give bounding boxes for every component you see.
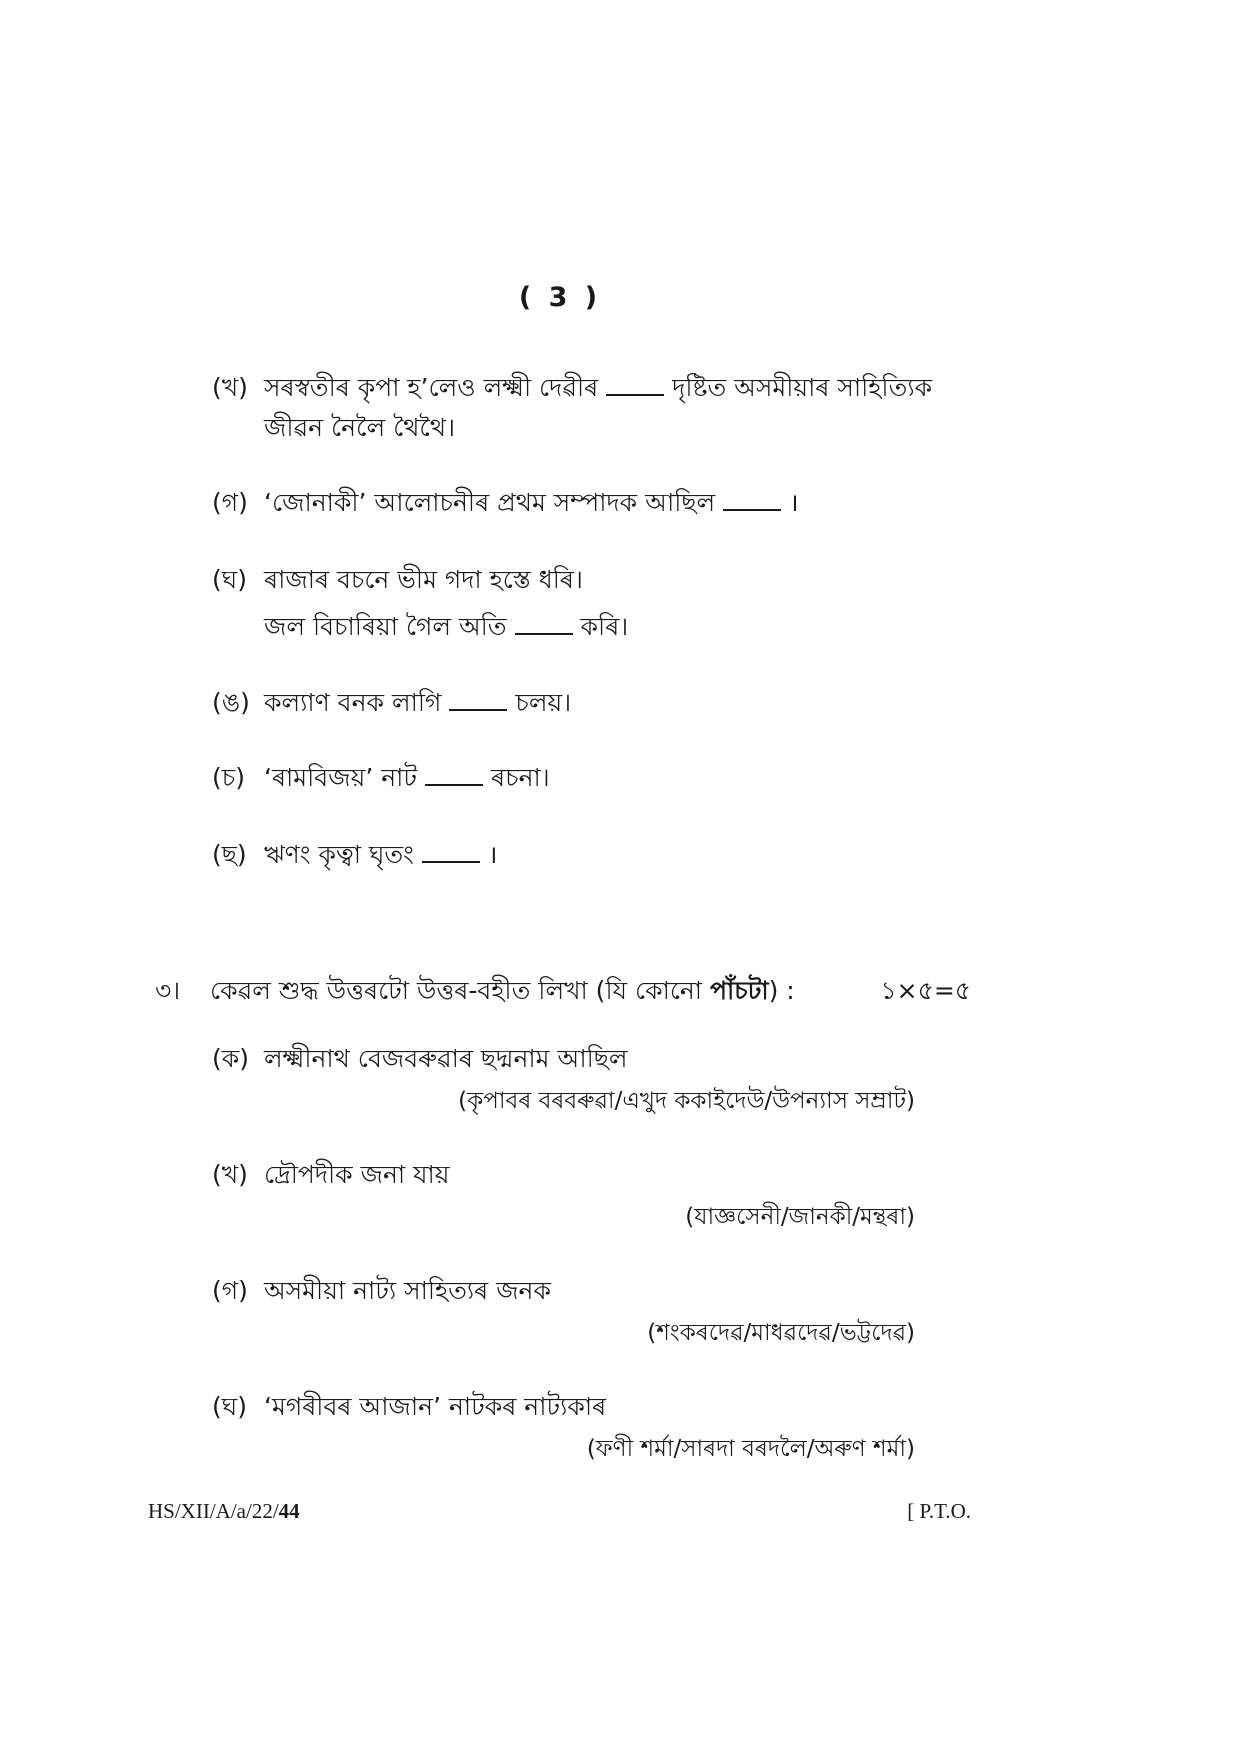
blank-line <box>606 374 664 396</box>
item-label: (ছ) <box>212 840 247 869</box>
item-text: ‘জোনাকী’ আলোচনীৰ প্ৰথম সম্পাদক আছিল । <box>264 488 799 517</box>
page-number: ( 3 ) <box>518 282 602 313</box>
pto-label: [ P.T.O. <box>907 1499 971 1523</box>
item-text: লক্ষ্মীনাথ বেজবৰুৱাৰ ছদ্মনাম আছিল <box>264 1044 628 1073</box>
item-text: ঋণং কৃত্বা ঘৃতং । <box>264 840 498 869</box>
item-label: (ঙ) <box>212 688 250 717</box>
item-text-continuation: জল বিচাৰিয়া গৈল অতি কৰি। <box>264 612 629 641</box>
item-text-continuation: জীৱন নৈলৈ থৈথৈ। <box>264 413 456 442</box>
paper-code: HS/XII/A/a/22/44 <box>148 1499 300 1523</box>
answer-options: (কৃপাবৰ বৰবৰুৱা/এখুদ ককাইদেউ/উপন্যাস সম্ৰাট) <box>458 1088 915 1114</box>
item-label: (চ) <box>212 763 245 792</box>
blank-line <box>425 764 483 786</box>
item-label: (ঘ) <box>212 1392 247 1421</box>
item-label: (গ) <box>212 1276 248 1305</box>
item-text: সৰস্বতীৰ কৃপা হ’লেও লক্ষ্মী দেৱীৰ দৃষ্টিত অসমীয়াৰ সাহিত্যিক <box>264 373 933 402</box>
question-number: ৩। <box>155 976 181 1005</box>
item-text: অসমীয়া নাট্য সাহিত্যৰ জনক <box>264 1276 551 1305</box>
item-label: (গ) <box>212 488 248 517</box>
blank-line <box>515 613 573 635</box>
item-label: (খ) <box>212 373 248 402</box>
item-label: (ক) <box>212 1044 249 1073</box>
item-label: (ঘ) <box>212 565 247 594</box>
blank-line <box>449 689 507 711</box>
blank-line <box>723 489 781 511</box>
item-text: দ্ৰৌপদীক জনা যায় <box>264 1160 450 1189</box>
question-marks: ১×৫=৫ <box>880 976 971 1005</box>
question-instruction: কেৱল শুদ্ধ উত্তৰটো উত্তৰ-বহীত লিখা (যি কোনো পাঁচটা) : <box>210 976 795 1005</box>
item-label: (খ) <box>212 1160 248 1189</box>
item-text: কল্যাণ বনক লাগি চলয়। <box>264 688 572 717</box>
answer-options: (যাজ্ঞসেনী/জানকী/মন্থৰা) <box>685 1204 915 1230</box>
item-text: ‘মগৰীবৰ আজান’ নাটকৰ নাট্যকাৰ <box>264 1392 607 1421</box>
answer-options: (শংকৰদেৱ/মাধৱদেৱ/ভট্টদেৱ) <box>647 1320 915 1346</box>
blank-line <box>422 841 480 863</box>
item-text: ‘ৰামবিজয়’ নাট ৰচনা। <box>264 763 550 792</box>
answer-options: (ফণী শৰ্মা/সাৰদা বৰদলৈ/অৰুণ শৰ্মা) <box>586 1436 915 1462</box>
item-text: ৰাজাৰ বচনে ভীম গদা হস্তে ধৰি। <box>264 565 583 594</box>
